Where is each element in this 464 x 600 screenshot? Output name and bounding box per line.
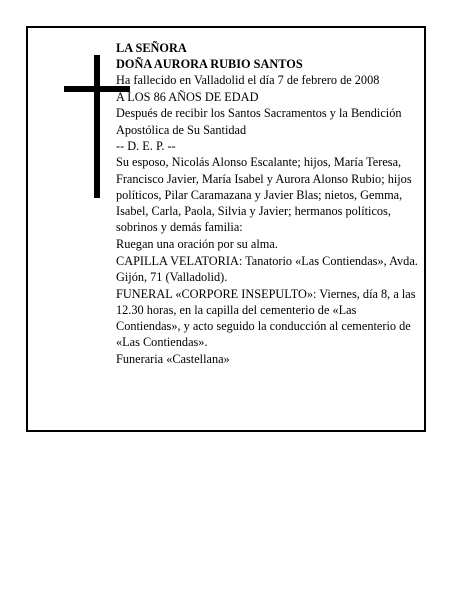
rip-line: -- D. E. P. -- (116, 138, 176, 153)
age-line: A LOS 86 AÑOS DE EDAD (116, 89, 259, 104)
funeral-home-text: Funeraria «Castellana» (116, 351, 230, 366)
funeral-text: FUNERAL «CORPORE INSEPULTO»: Viernes, día 8, a las 12.30 horas, en la capilla del cementerio de «Las Contiendas», y acto seguido la conducción al cementerio de «Las Contiendas». (116, 286, 416, 350)
family-text: Su esposo, Nicolás Alonso Escalante; hijos, María Teresa, Francisco Javier, María Isabel y Aurora Alonso Rubio; hijos políticos, Pilar Caramazana y Javier Blas; nietos, Gemma, Isabel, Carla, Paola, Silvia y Javier; hermanos políticos, sobrinos y demás familia: (116, 155, 412, 235)
cross-vertical-bar (94, 55, 100, 198)
notice-text (116, 40, 422, 367)
chapel-text: CAPILLA VELATORIA: Tanatorio «Las Contiendas», Avda. Gijón, 71 (Valladolid). (116, 253, 418, 284)
obituary-notice (26, 26, 426, 432)
deceased-name: DOÑA AURORA RUBIO SANTOS (116, 57, 303, 72)
prayer-text: Ruegan una oración por su alma. (116, 236, 278, 251)
sacraments-text: Después de recibir los Santos Sacramentos y la Bendición Apostólica de Su Santidad (116, 106, 402, 137)
death-line: Ha fallecido en Valladolid el día 7 de febrero de 2008 (116, 73, 380, 88)
heading-title: LA SEÑORA (116, 41, 187, 55)
